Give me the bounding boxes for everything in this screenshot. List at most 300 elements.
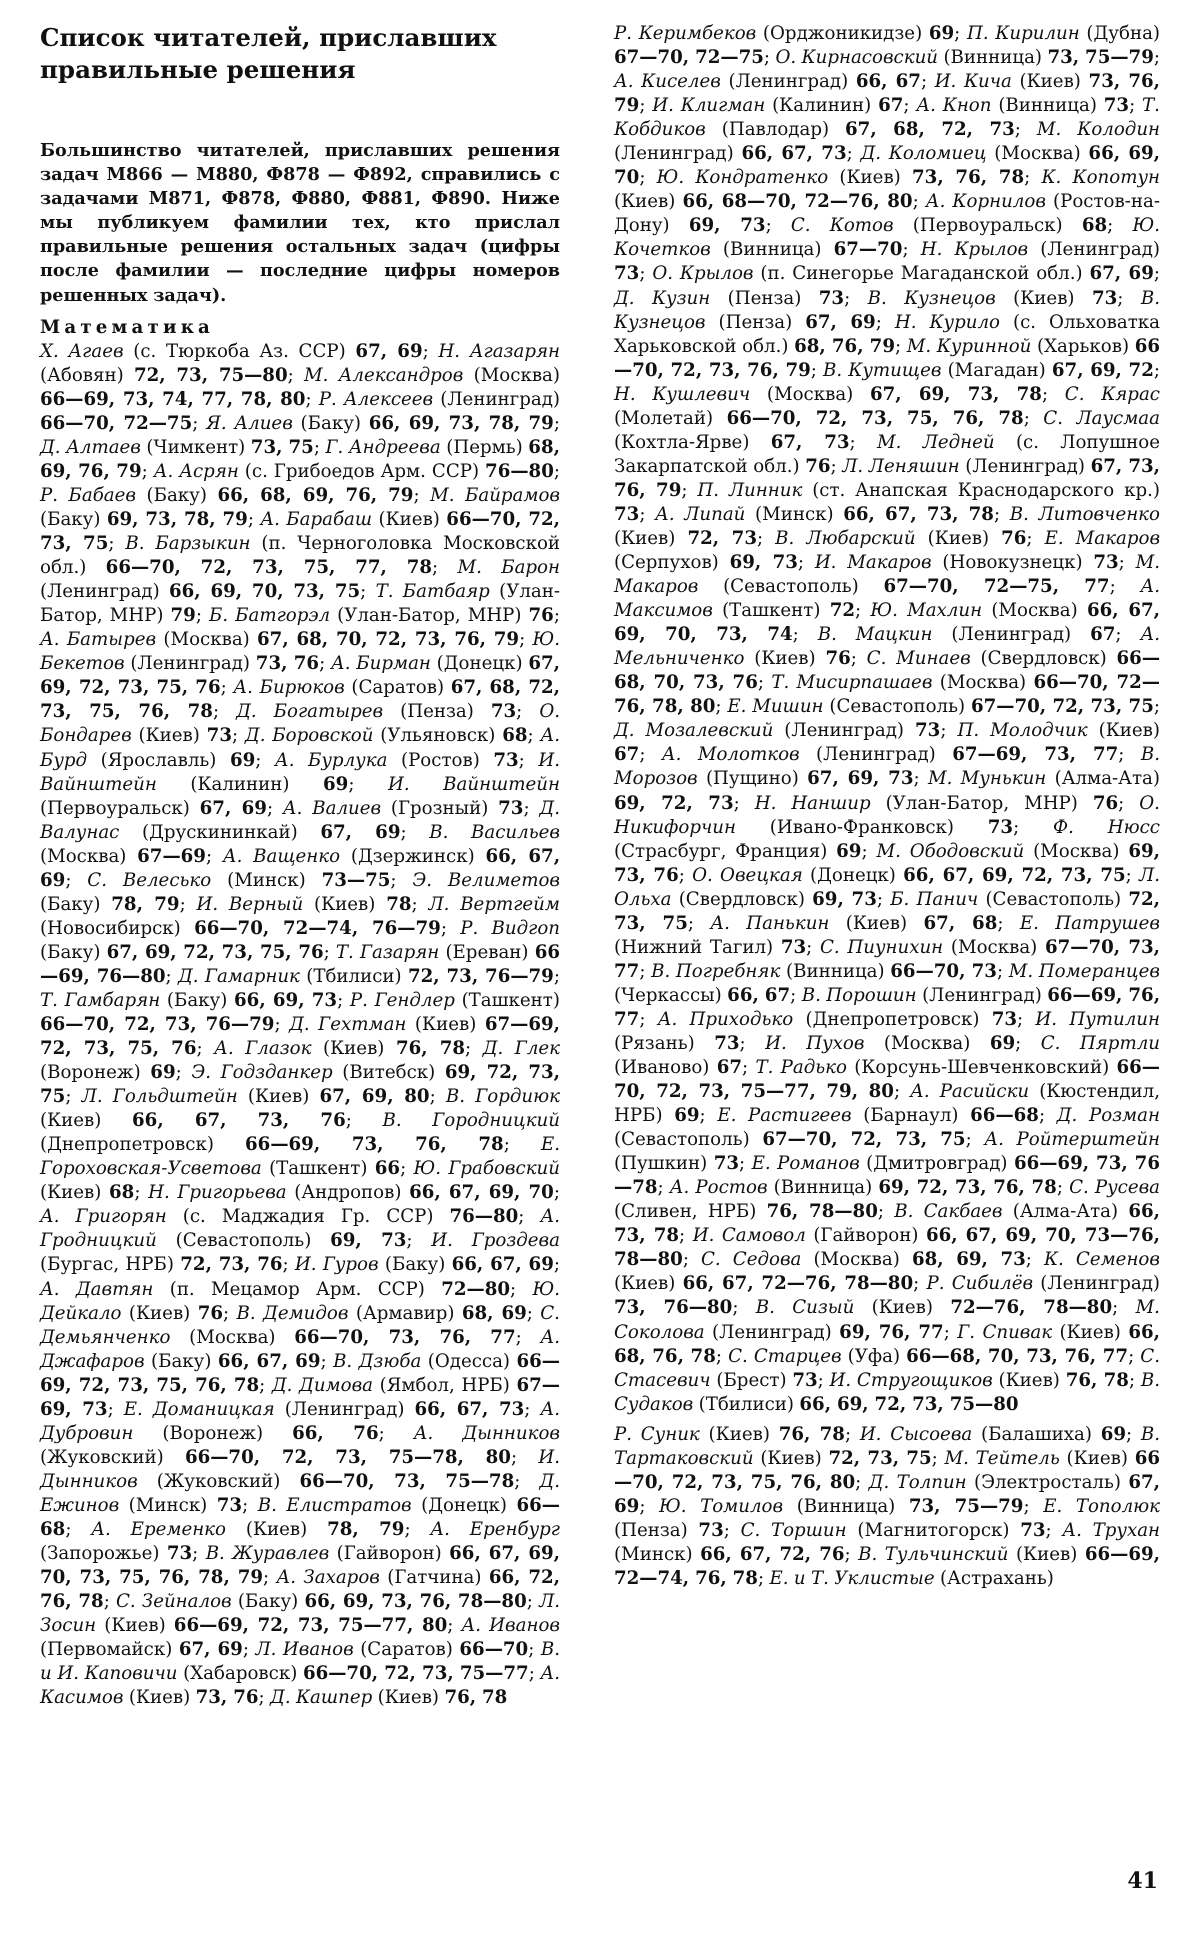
solved-problems: 73 [493, 749, 519, 771]
reader-name: А. Барабаш [260, 509, 373, 531]
reader-entry: Т. Гамбарян (Баку) 66, 69, 73; [40, 989, 350, 1011]
reader-location: (Киев) [839, 167, 901, 189]
reader-entry: Д. Гамарник (Тбилиси) 72, 73, 76—79; [178, 965, 560, 987]
reader-entry: Д. Кузин (Пенза) 73; [614, 287, 868, 309]
reader-name: С. Торшин [740, 1519, 847, 1541]
reader-location: (Ленинград) [728, 71, 849, 93]
reader-entry: Е. Растигеев (Барнаул) 66—68; [717, 1105, 1057, 1127]
reader-entry: С. Стасевич (Брест) 73; [614, 1345, 1160, 1391]
reader-location: (Ростов-на-Дону) [614, 191, 1160, 237]
reader-entry: А. Ващенко (Дзержинск) 66, 67, 69; [40, 845, 561, 891]
reader-entry: А. Молотков (Ленинград) 67—69, 73, 77; [661, 744, 1141, 766]
solved-problems: 79 [170, 605, 196, 627]
reader-name: Ю. Кондратенко [656, 167, 829, 189]
reader-location: (Москва) [991, 600, 1078, 622]
reader-name: С. Котов [790, 215, 894, 237]
solved-problems: 73, 76, 78 [912, 167, 1025, 189]
reader-location: (с. Маджадия Гр. ССР) [182, 1206, 434, 1228]
solved-problems: 67 [1090, 624, 1116, 646]
reader-location: (Баку) [40, 893, 101, 915]
reader-location: (Донецк) [436, 653, 523, 675]
reader-name: В. Сакбаев [894, 1201, 1003, 1223]
reader-name: А. Касимов [40, 1663, 560, 1709]
reader-name: М. Александров [304, 364, 464, 386]
reader-name: Р. Керимбеков [614, 23, 757, 44]
reader-name: Р. Бабаев [40, 484, 137, 506]
solved-problems: 76—80 [449, 1206, 519, 1228]
reader-name: В. Погребняк [651, 960, 781, 982]
reader-entry: А. Мельниченко (Киев) 76; [614, 624, 1160, 670]
reader-location: (Севастополь) [723, 576, 859, 598]
solved-problems: 66—69, 76, 77 [614, 984, 1161, 1030]
reader-entry: А. Глазок (Киев) 76, 78; [214, 1038, 483, 1060]
reader-location: (Алма-Ата) [1054, 768, 1160, 790]
reader-location: (Ивано-Франковск) [769, 816, 954, 838]
reader-location: (Воронеж) [40, 1062, 141, 1084]
reader-location: (Ленинград) [712, 1321, 832, 1343]
reader-name: А. Кноп [916, 95, 992, 117]
solved-problems: 66—70, 73, 75—78 [299, 1470, 515, 1492]
reader-name: В. Порошин [801, 984, 917, 1006]
reader-name: А. Ройтерштейн [984, 1129, 1161, 1151]
reader-location: (Молетай) [614, 407, 714, 429]
reader-name: Д. Кашпер [270, 1687, 373, 1709]
reader-location: (Гайворон) [336, 1543, 442, 1565]
reader-entry: В. Журавлев (Гайворон) 66, 67, 69, 70, 73, 75, 76, 78, 79; [40, 1543, 560, 1589]
reader-location: (Киев) [845, 912, 908, 934]
reader-name: О. Никифорчин [614, 792, 1160, 838]
reader-location: (Киев) [323, 1038, 385, 1060]
reader-name: Л. Ольха [614, 864, 1160, 910]
reader-location: (Электросталь) [973, 1471, 1121, 1493]
solved-problems: 73 [216, 1494, 243, 1516]
solved-problems: 73 [614, 263, 640, 285]
reader-location: (Ташкент) [269, 1158, 368, 1180]
reader-entry: С. Минаев (Свердловск) 66—68, 70, 73, 76; [614, 648, 1161, 694]
reader-name: Е. Мишин [727, 696, 824, 718]
reader-name: Ю. Махлин [870, 600, 983, 622]
reader-location: (Москва) [40, 845, 127, 867]
reader-location: (Алма-Ата) [1012, 1201, 1119, 1223]
reader-name: В. Тульчинский [858, 1543, 1009, 1565]
solved-problems: 68, 69, 76, 79 [40, 436, 560, 482]
reader-location: (Жуковский) [40, 1446, 164, 1468]
reader-name: М. Тейтель [944, 1447, 1060, 1469]
reader-name: А. Еременко [91, 1519, 226, 1540]
reader-location: (Киев) [1059, 1321, 1121, 1343]
reader-location: (Винница) [786, 960, 885, 982]
reader-location: (Друскининкай) [142, 821, 298, 843]
reader-location: (Винница) [998, 95, 1097, 117]
reader-list-right [614, 22, 1160, 1417]
reader-name: О. Кирнасовский [775, 47, 939, 69]
reader-entry: И. Путилин (Рязань) 73; [614, 1008, 1160, 1054]
reader-entry: В. Дзюба (Одесса) 66—69, 72, 73, 75, 76, 78; [40, 1350, 560, 1396]
reader-entry: И. Пухов (Москва) 69; [765, 1032, 1041, 1054]
solved-problems: 76 [197, 1302, 223, 1324]
reader-name: В. и И. Каповичи [40, 1639, 560, 1685]
reader-location: (Тбилиси) [306, 965, 402, 987]
reader-location: (Барнаул) [863, 1105, 959, 1127]
reader-name: Б. Панич [890, 888, 979, 910]
reader-name: Ю. Дейкало [40, 1278, 561, 1324]
reader-name: А. Григорян [40, 1206, 167, 1228]
reader-location: (Киев) [614, 1273, 676, 1295]
reader-name: С. Русева [1069, 1177, 1161, 1199]
reader-location: (Запорожье) [40, 1543, 160, 1565]
solved-problems: 69 [989, 1032, 1016, 1054]
solved-problems: 73 [206, 725, 232, 747]
reader-entry: И. Самовол (Гайворон) 66, 67, 69, 70, 73—76, 78—80; [614, 1225, 1160, 1271]
solved-problems: 66—70, 72, 73, 75—78, 80 [184, 1446, 511, 1468]
reader-location: (Калинин) [772, 95, 872, 117]
solved-problems: 78, 79 [327, 1519, 405, 1540]
solved-problems: 68, 69, 73 [911, 1249, 1026, 1271]
reader-entry: Ю. Кочетков (Винница) 67—70; [614, 215, 1160, 261]
reader-name: Д. Розман [1056, 1105, 1160, 1127]
solved-problems: 66—70, 72, 73, 75—77 [302, 1663, 529, 1685]
reader-name: Э. Годзданкер [191, 1062, 333, 1084]
reader-entry: А. Еременко (Киев) 78, 79; [91, 1519, 431, 1540]
reader-name: А. Бирюков [233, 677, 345, 699]
reader-location: (Харьков) [1036, 335, 1130, 357]
reader-name: С. Кярас [1064, 383, 1160, 405]
reader-name: И. Пухов [765, 1032, 865, 1054]
reader-location: (Астрахань) [940, 1568, 1054, 1589]
solved-problems: 67—70, 72—75 [614, 47, 764, 69]
solved-problems: 78, 79 [111, 893, 180, 915]
reader-entry: С. Котов (Первоуральск) 68; [790, 215, 1133, 237]
reader-location: (Баку) [146, 484, 207, 506]
reader-name: С. Минаев [866, 648, 971, 670]
solved-problems: 66—70, 72, 73, 75, 76, 78 [726, 407, 1024, 429]
solved-problems: 66 [374, 1158, 401, 1180]
reader-location: (Ленинград) [1040, 239, 1160, 261]
reader-entry: Р. Видгоп (Баку) 67, 69, 72, 73, 75, 76; [40, 917, 560, 963]
reader-name: Л. Леняшин [842, 455, 960, 477]
right-column [614, 22, 1160, 1591]
reader-location: (Магнитогорск) [857, 1519, 1010, 1541]
reader-location: (п. Мецамор Арм. ССР) [169, 1278, 425, 1300]
reader-entry: О. Бондарев (Киев) 73; [40, 701, 561, 747]
reader-name: Л. Иванов [255, 1639, 354, 1661]
reader-location: (Ленинград) [784, 720, 905, 742]
reader-name: И. Макаров [814, 552, 932, 574]
solved-problems: 73 [714, 1032, 740, 1054]
solved-problems: 73 [987, 816, 1014, 838]
solved-problems: 67—69, 73 [40, 1374, 560, 1420]
reader-location: (Страсбург, Франция) [614, 840, 828, 862]
reader-entry: Т. Газарян (Ереван) 66—69, 76—80; [40, 941, 560, 987]
reader-location: (Ленинград) [816, 744, 936, 766]
solved-problems: 66—68 [970, 1105, 1039, 1127]
reader-location: (Свердловск) [980, 648, 1107, 670]
reader-name: М. Мунькин [927, 768, 1047, 790]
reader-location: (Пермь) [446, 436, 523, 458]
reader-entry [769, 1568, 1053, 1589]
solved-problems: 66—69, 73, 74, 77, 78, 80 [40, 388, 306, 410]
solved-problems: 66—70, 72, 73, 75 [40, 509, 560, 555]
reader-name: Д. Богатырев [236, 701, 384, 723]
reader-name: В. Литовченко [1009, 503, 1160, 525]
reader-entry: И. Вайнштейн (Первоуральск) 67, 69; [40, 773, 560, 819]
reader-entry: А. Валиев (Грозный) 73; [282, 797, 540, 819]
reader-location: (Витебск) [342, 1062, 436, 1084]
solved-problems: 72, 73, 75 [614, 888, 1160, 934]
reader-entry: С. Седова (Москва) 68, 69, 73; [701, 1249, 1044, 1271]
reader-entry: А. Приходько (Днепропетровск) 73; [657, 1008, 1036, 1030]
reader-entry: Ю. Махлин (Москва) 66, 67, 69, 70, 73, 74; [614, 600, 1161, 646]
solved-problems: 67, 69 [805, 311, 876, 333]
reader-name: В. Мацкин [817, 624, 933, 646]
reader-entry: Ю. Грабовский (Киев) 68; [40, 1158, 560, 1204]
solved-problems: 67—70, 72, 73, 75 [970, 696, 1154, 718]
reader-location: (Ленинград) [614, 143, 734, 165]
reader-name: В. Сизый [755, 1297, 855, 1319]
solved-problems: 67—70, 73, 77 [614, 936, 1161, 982]
reader-location: (Баку) [151, 1350, 212, 1372]
solved-problems: 69 [674, 1105, 700, 1127]
reader-entry: Д. Мозалевский (Ленинград) 73; [614, 720, 958, 742]
solved-problems: 67, 69 [199, 797, 267, 819]
reader-name: В. Журавлев [205, 1543, 330, 1565]
reader-name: О. Бондарев [40, 701, 561, 747]
reader-entry: Н. Наншир (Улан-Батор, МНР) 76; [754, 792, 1140, 814]
reader-location: (Пенза) [400, 701, 474, 723]
solved-problems: 72—76, 78—80 [950, 1297, 1113, 1319]
reader-entry: М. Барон (Ленинград) 66, 69, 70, 73, 75; [40, 557, 560, 603]
solved-problems: 72, 73, 75—80 [133, 364, 288, 386]
reader-name: Ю. Грабовский [413, 1158, 560, 1180]
reader-entry: В. Кузнецов (Киев) 73; [867, 287, 1141, 309]
reader-location: (Баку) [166, 989, 228, 1011]
solved-problems: 69 [323, 773, 349, 795]
reader-name: П. Кирилин [966, 23, 1080, 44]
reader-location: (Ленинград) [922, 984, 1042, 1006]
solved-problems: 69, 73 [812, 888, 877, 910]
solved-problems: 76 [1001, 527, 1027, 549]
reader-location: (Винница) [722, 239, 822, 261]
reader-name: С. Пяртли [1040, 1032, 1160, 1054]
reader-location: (Ленинград) [130, 653, 251, 675]
reader-location: (Киев) [1098, 720, 1161, 742]
reader-entry: В. Барзыкин (п. Черноголовка Московской обл.) 66—70, 72, 73, 75, 77, 78; [40, 533, 561, 579]
solved-problems: 76, 78 [444, 1687, 508, 1709]
reader-location: (Первоуральск) [912, 215, 1063, 237]
solved-problems: 73 [792, 1369, 818, 1391]
solved-problems: 66, 68, 76, 78 [614, 1321, 1160, 1367]
solved-problems: 67, 69, 80 [319, 1086, 430, 1108]
solved-problems: 67 [614, 744, 640, 766]
solved-problems: 72, 73, 75 [828, 1447, 932, 1469]
reader-entry: А. Давтян (п. Мецамор Арм. ССР) 72—80; [40, 1278, 533, 1300]
reader-name: И. Самовол [692, 1225, 806, 1247]
reader-location: (Киев) [378, 509, 440, 531]
reader-name: А. Липай [655, 503, 746, 525]
reader-name: Е. Романов [751, 1153, 860, 1175]
reader-entry: С. Лаусмаа (Кохтла-Ярве) 67, 73; [614, 407, 1160, 453]
reader-entry: Т. Радько (Корсунь-Шевченковский) 66—70, 72, 73, 75—77, 79, 80; [614, 1057, 1160, 1103]
reader-entry: А. Кноп (Винница) 73; [916, 95, 1143, 117]
reader-location: (Ленинград) [965, 455, 1085, 477]
reader-location: (Москва) [883, 1032, 971, 1054]
reader-entry: П. Молодчик (Киев) 67; [614, 720, 1161, 766]
reader-name: Н. Крылов [920, 239, 1029, 261]
reader-entry: Б. Панич (Севастополь) 72, 73, 75; [614, 888, 1160, 934]
solved-problems: 72, 73 [687, 527, 757, 549]
reader-name: Д. Мозалевский [614, 720, 774, 742]
reader-entry: В. Мацкин (Ленинград) 67; [817, 624, 1141, 646]
reader-entry: А. Максимов (Ташкент) 72; [614, 576, 1160, 622]
reader-location: (Киев) [1066, 1447, 1128, 1469]
reader-name: И. Стругощиков [829, 1369, 993, 1391]
solved-problems: 66—70, 72, 73, 75—77, 79, 80 [614, 1057, 1160, 1103]
reader-location: (Хабаровск) [183, 1663, 298, 1685]
reader-name: В. Городницкий [382, 1110, 560, 1132]
reader-entry: И. Верный (Киев) 78; [196, 893, 429, 915]
reader-entry: О. Овецкая (Донецк) 66, 67, 69, 72, 73, 75; [692, 864, 1140, 886]
reader-location: (Минск) [755, 503, 834, 525]
reader-location: (Винница) [943, 47, 1043, 69]
reader-location: (Первомайск) [40, 1639, 173, 1661]
reader-location: (Ташкент) [461, 989, 560, 1011]
solved-problems: 66—70, 72, 73, 76—79 [40, 1014, 275, 1036]
reader-name: Н. Агазарян [438, 340, 560, 362]
reader-location: (Москва) [163, 629, 250, 651]
solved-problems: 73 [1020, 1519, 1046, 1541]
solved-problems: 67, 73, 76, 79 [614, 455, 1160, 501]
solved-problems: 66—69, 72, 73, 75—77, 80 [173, 1615, 448, 1637]
reader-location: (Балашиха) [981, 1423, 1092, 1445]
reader-entry: Н. Крылов (Ленинград) 73; [614, 239, 1160, 285]
reader-location: (Гатчина) [387, 1567, 482, 1589]
reader-location: (Севастополь) [985, 888, 1122, 910]
reader-entry: Х. Агаев (с. Тюркоба Аз. ССР) 67, 69; [40, 340, 439, 362]
reader-entry: Э. Годзданкер (Витебск) 69, 72, 73, 75; [40, 1062, 560, 1108]
reader-entry: А. Расийски (Кюстендил, НРБ) 69; [614, 1081, 1160, 1127]
reader-entry: Ф. Нюсс (Страсбург, Франция) 69; [614, 816, 1160, 862]
reader-name: Е. Доманицкая [123, 1398, 275, 1420]
solved-problems: 76 [805, 455, 831, 477]
solved-problems: 69, 76, 77 [839, 1321, 944, 1343]
reader-location: (Магадан) [947, 359, 1046, 381]
reader-name: Д. Алтаев [40, 436, 141, 458]
reader-name: С. Пиунихин [820, 936, 944, 958]
reader-entry: Е. Гороховская-Усветова (Ташкент) 66; [40, 1134, 561, 1180]
reader-name: М. Ледней [876, 431, 995, 453]
reader-entry: Н. Григорьева (Андропов) 66, 67, 69, 70; [148, 1182, 560, 1204]
reader-location: (Киев) [708, 1423, 770, 1445]
reader-location: (Киев) [1019, 71, 1081, 93]
solved-problems: 66—69, 73, 76, 78 [245, 1134, 504, 1156]
solved-problems: 67, 69, 72 [1051, 359, 1154, 381]
reader-name: И. Сысоева [859, 1423, 973, 1445]
solved-problems: 69, 72, 73 [614, 792, 734, 814]
solved-problems: 66, 67, 69 [217, 1350, 321, 1372]
reader-name: М. Ободовский [876, 840, 1025, 862]
reader-name: В. Любарский [775, 527, 916, 549]
reader-name: Д. Толпин [868, 1471, 967, 1493]
reader-name: А. Трухан [1062, 1519, 1161, 1541]
reader-entry: А. Бирюков (Саратов) 67, 68, 72, 73, 75, 76, 78; [40, 677, 560, 723]
reader-entry: А. Григорян (с. Маджадия Гр. ССР) 76—80; [40, 1206, 541, 1228]
reader-location: (Минск) [128, 1494, 208, 1516]
reader-name: Д. Гамарник [178, 965, 300, 987]
solved-problems: 73 [780, 936, 807, 958]
reader-entry: Г. Спивак (Киев) 66, 68, 76, 78; [614, 1321, 1160, 1367]
reader-name: А. Бурд [40, 725, 560, 771]
reader-name: С. Зейналов [116, 1591, 232, 1613]
solved-problems: 67, 69 [614, 1471, 1160, 1517]
solved-problems: 66, 69, 73, 76, 78—80 [304, 1591, 527, 1613]
reader-name: Д. Кузин [614, 287, 711, 309]
reader-name: И. Гуров [294, 1254, 379, 1276]
reader-entry: А. Трухан (Минск) 66, 67, 72, 76; [614, 1519, 1161, 1565]
solved-problems: 66, 67 [727, 984, 791, 1006]
reader-location: (Пенза) [718, 311, 793, 333]
reader-name: М. Померанцев [1008, 960, 1160, 982]
reader-name: И. Верный [196, 893, 304, 915]
reader-entry: А. Бурд (Ярославль) 69; [40, 725, 560, 771]
reader-location: (Баку) [237, 1591, 299, 1613]
reader-location: (Киев) [1013, 287, 1075, 309]
reader-entry: А. Барабаш (Киев) 66—70, 72, 73, 75; [40, 509, 560, 555]
reader-entry: С. Зейналов (Баку) 66, 69, 73, 76, 78—80; [116, 1591, 540, 1613]
reader-name: В. Кутищев [823, 359, 942, 381]
solved-problems: 66—68, 70, 73, 76, 77 [906, 1345, 1129, 1367]
reader-location: (Первоуральск) [40, 797, 190, 819]
reader-name: В. Елистратов [257, 1494, 412, 1516]
reader-location: (Серпухов) [614, 552, 719, 574]
reader-location: (Павлодар) [721, 119, 830, 141]
reader-entry: М. Байрамов (Баку) 69, 73, 78, 79; [40, 484, 561, 531]
solved-problems: 69, 73 [688, 215, 766, 237]
solved-problems: 66, 67, 73 [414, 1398, 525, 1420]
reader-name: Д. Коломиец [860, 143, 987, 165]
reader-name: Х. Агаев [40, 340, 124, 362]
reader-entry: Л. Вертгейм (Новосибирск) 66—70, 72—74, 76—79; [40, 893, 560, 939]
reader-entry: О. Никифорчин (Ивано-Франковск) 73; [614, 792, 1160, 838]
solved-problems: 67—70, 72—75, 77 [883, 576, 1110, 598]
reader-location: (Ленинград) [1040, 1273, 1161, 1295]
reader-location: (с. Тюркоба Аз. ССР) [133, 340, 346, 362]
reader-location: (Москва) [950, 936, 1038, 958]
solved-problems: 73, 76, 79 [614, 71, 1160, 117]
reader-entry: М. Соколова (Ленинград) 69, 76, 77; [614, 1297, 1160, 1343]
reader-name: А. Асрян [153, 460, 239, 482]
reader-location: (п. Черноголовка Московской обл.) [40, 533, 561, 579]
solved-problems: 66, 69, 73, 78, 79 [368, 412, 554, 434]
solved-problems: 76, 78 [395, 1038, 466, 1060]
reader-location: (Грозный) [390, 797, 489, 819]
reader-location: (Севастополь) [614, 1129, 750, 1151]
solved-problems: 73 [1093, 552, 1119, 574]
solved-problems: 73 [713, 1153, 740, 1175]
reader-location: (Минск) [227, 869, 306, 891]
solved-problems: 66, 73, 78 [614, 1201, 1160, 1247]
reader-location: (Киев) [760, 1447, 822, 1469]
solved-problems: 67, 69, 73, 78 [869, 383, 1042, 405]
solved-problems: 66—70, 73 [890, 960, 997, 982]
reader-entry: Д. Боровской (Ульяновск) 68; [244, 725, 541, 747]
reader-entry: В. Городницкий (Днепропетровск) 66—69, 73, 76, 78; [40, 1110, 560, 1156]
reader-entry: А. Бурлука (Ростов) 73; [274, 749, 539, 771]
reader-name: Е. Растигеев [717, 1105, 852, 1127]
reader-entry: Н. Кушлевич (Москва) 67, 69, 73, 78; [614, 383, 1065, 405]
reader-entry: И. Стругощиков (Киев) 76, 78; [829, 1369, 1141, 1391]
reader-entry: Ю. Кондратенко (Киев) 73, 76, 78; [656, 167, 1042, 189]
reader-location: (Пенза) [727, 287, 802, 309]
